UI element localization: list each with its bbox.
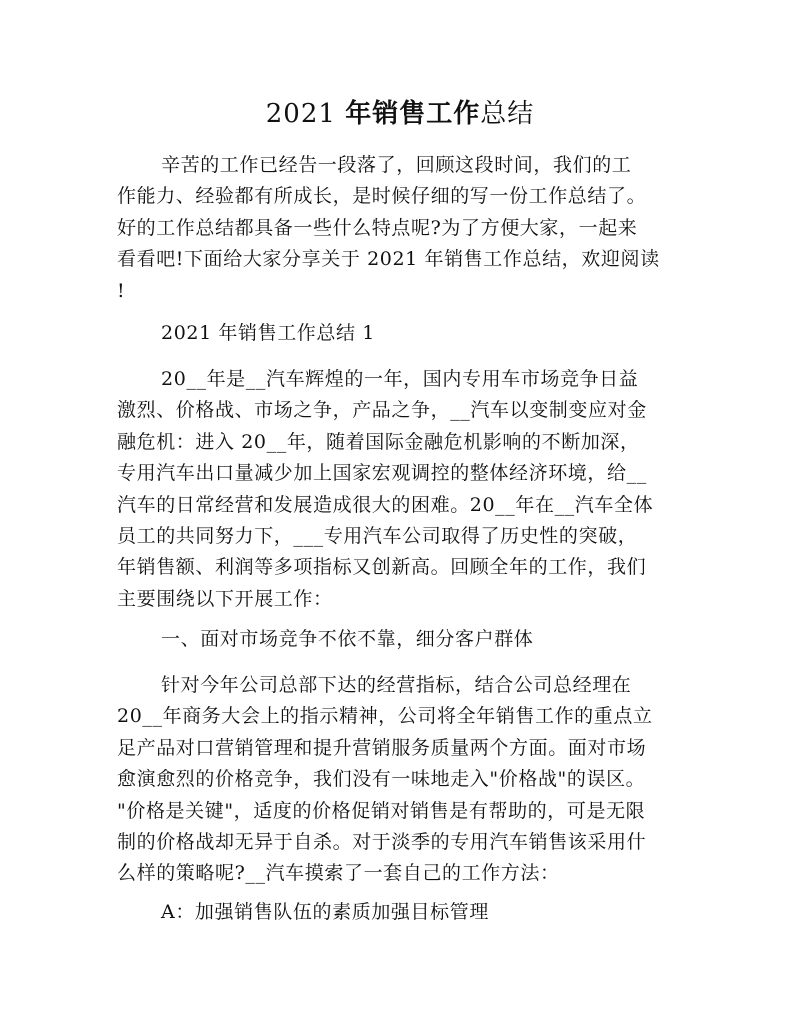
- title-main: 年销售工作: [345, 99, 481, 129]
- paragraph-line: "价格是关键"，适度的价格促销对销售是有帮助的，可是无限: [117, 799, 646, 822]
- paragraph-line: 年销售额、利润等多项指标又创新高。回顾全年的工作，我们: [117, 556, 647, 579]
- body-paragraph-2: [117, 670, 697, 890]
- paragraph-line: 员工的共同努力下，___专用汽车公司取得了历史性的突破，: [117, 525, 638, 548]
- paragraph-line: 针对今年公司总部下达的经营指标，结合公司总经理在: [161, 674, 632, 696]
- intro-line: 看看吧!下面给大家分享关于 2021 年销售工作总结，欢迎阅读: [117, 248, 660, 271]
- subheading-a: A：加强销售队伍的素质加强目标管理: [161, 901, 489, 923]
- paragraph-line: 融危机：进入 20__年，随着国际金融危机影响的不断加深，: [117, 430, 640, 453]
- intro-paragraph: [117, 150, 697, 307]
- intro-line: 作能力、经验都有所成长，是时候仔细的写一份工作总结了。: [117, 185, 647, 208]
- paragraph-line: 激烈、价格战、市场之争，产品之争，__汽车以变制变应对金: [117, 399, 647, 422]
- title-suffix: 总结: [480, 99, 535, 129]
- intro-line: 好的工作总结都具备一些什么特点呢?为了方便大家，一起来: [117, 216, 638, 239]
- paragraph-line: 么样的策略呢?__汽车摸索了一套自己的工作方法：: [117, 862, 560, 885]
- section-heading: 2021 年销售工作总结 1: [161, 322, 375, 344]
- paragraph-line: 专用汽车出口量减少加上国家宏观调控的整体经济环境，给__: [117, 462, 647, 485]
- title-year: 2021: [265, 99, 346, 129]
- paragraph-line: 20__年是__汽车辉煌的一年，国内专用车市场竞争日益: [161, 368, 639, 390]
- paragraph-line: 主要围绕以下开展工作：: [117, 587, 333, 610]
- paragraph-line: 足产品对口营销管理和提升营销服务质量两个方面。面对市场: [117, 736, 647, 759]
- body-paragraph-1: [117, 364, 697, 615]
- intro-line: 辛苦的工作已经告一段落了，回顾这段时间，我们的工: [161, 154, 632, 176]
- paragraph-line: 制的价格战却无异于自杀。对于淡季的专用汽车销售该采用什: [117, 831, 647, 854]
- document-title: [0, 96, 800, 132]
- paragraph-line: 汽车的日常经营和发展造成很大的困难。20__年在__汽车全体: [117, 493, 654, 516]
- intro-line: !: [117, 279, 126, 302]
- paragraph-line: 愈演愈烈的价格竞争，我们没有一味地走入"价格战"的误区。: [117, 768, 646, 791]
- paragraph-line: 20__年商务大会上的指示精神，公司将全年销售工作的重点立: [117, 705, 653, 728]
- subheading-one: 一、面对市场竞争不依不靠，细分客户群体: [161, 628, 534, 650]
